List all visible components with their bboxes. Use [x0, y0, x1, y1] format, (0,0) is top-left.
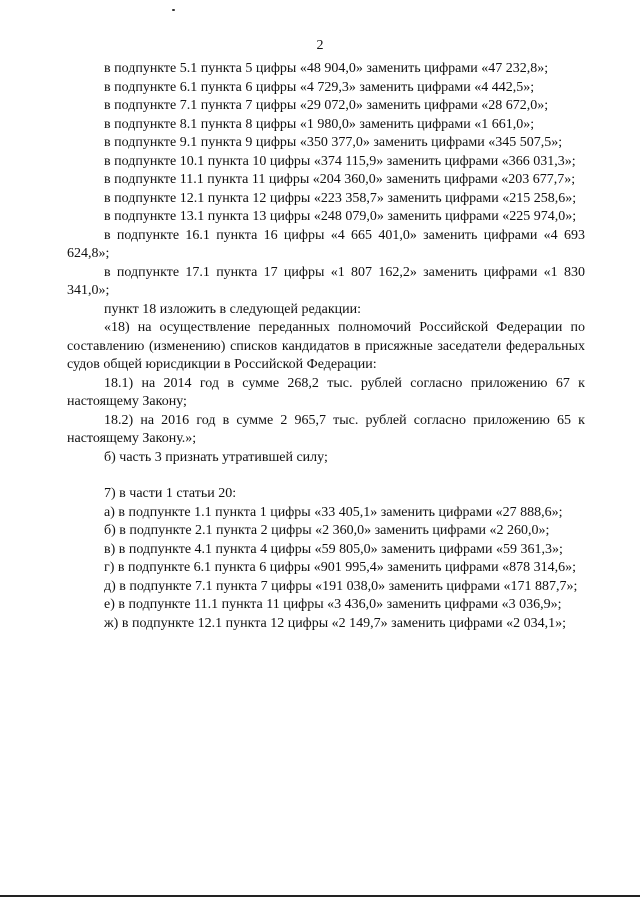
paragraph-gap — [67, 467, 585, 485]
paragraph: в подпункте 10.1 пункта 10 цифры «374 115,9» заменить цифрами «366 031,3»; — [104, 153, 576, 169]
paragraph: в подпункте 13.1 пункта 13 цифры «248 079,0» заменить цифрами «225 974,0»; — [104, 209, 577, 224]
paragraph: в подпункте 6.1 пункта 6 цифры «4 729,3» заменить цифрами «4 442,5»; — [104, 79, 535, 95]
paragraph: в подпункте 17.1 пункта 17 цифры «1 807 162,2» заменить цифрами «1 830 341,0»; — [67, 264, 585, 298]
scan-dot-mark — [172, 9, 175, 11]
paragraph: в подпункте 16.1 пункта 16 цифры «4 665 401,0» заменить цифрами «4 693 624,8»; — [67, 227, 585, 261]
paragraph: в подпункте 5.1 пункта 5 цифры «48 904,0» заменить цифрами «47 232,8»; — [104, 61, 549, 76]
paragraph: б) часть 3 признать утратившей силу; — [104, 449, 328, 465]
bottom-rule — [0, 895, 640, 897]
paragraph: 7) в части 1 статьи 20: — [104, 486, 237, 501]
page-number: 2 — [316, 38, 324, 53]
paragraph: в) в подпункте 4.1 пункта 4 цифры «59 805,0» заменить цифрами «59 361,3»; — [104, 541, 563, 557]
paragraph: 18.1) на 2014 год в сумме 268,2 тыс. рублей согласно приложению 67 к настоящему Закону; — [67, 375, 585, 409]
paragraph: д) в подпункте 7.1 пункта 7 цифры «191 038,0» заменить цифрами «171 887,7»; — [104, 578, 578, 594]
paragraph: в подпункте 7.1 пункта 7 цифры «29 072,0» заменить цифрами «28 672,0»; — [104, 98, 549, 113]
paragraph: б) в подпункте 2.1 пункта 2 цифры «2 360,0» заменить цифрами «2 260,0»; — [104, 523, 550, 538]
paragraph: в подпункте 8.1 пункта 8 цифры «1 980,0» заменить цифрами «1 661,0»; — [104, 116, 535, 132]
paragraph: «18) на осуществление переданных полномочий Российской Федерации по составлению (изменению) списков кандидатов в присяжные заседатели федеральных судов общей юрисдикции в Российской Федерации: — [67, 320, 585, 372]
paragraph: е) в подпункте 11.1 пункта 11 цифры «3 436,0» заменить цифрами «3 036,9»; — [104, 597, 562, 612]
document-body — [67, 60, 585, 633]
paragraph: в подпункте 9.1 пункта 9 цифры «350 377,0» заменить цифрами «345 507,5»; — [104, 135, 563, 150]
paragraph: пункт 18 изложить в следующей редакции: — [104, 301, 361, 317]
paragraph: в подпункте 11.1 пункта 11 цифры «204 360,0» заменить цифрами «203 677,7»; — [104, 172, 576, 187]
paragraph: г) в подпункте 6.1 пункта 6 цифры «901 995,4» заменить цифрами «878 314,6»; — [104, 560, 577, 575]
paragraph: а) в подпункте 1.1 пункта 1 цифры «33 405,1» заменить цифрами «27 888,6»; — [104, 504, 563, 520]
paragraph: ж) в подпункте 12.1 пункта 12 цифры «2 149,7» заменить цифрами «2 034,1»; — [104, 615, 566, 631]
paragraph: 18.2) на 2016 год в сумме 2 965,7 тыс. рублей согласно приложению 65 к настоящему Закону.»; — [67, 412, 585, 446]
paragraph: в подпункте 12.1 пункта 12 цифры «223 358,7» заменить цифрами «215 258,6»; — [104, 190, 577, 206]
